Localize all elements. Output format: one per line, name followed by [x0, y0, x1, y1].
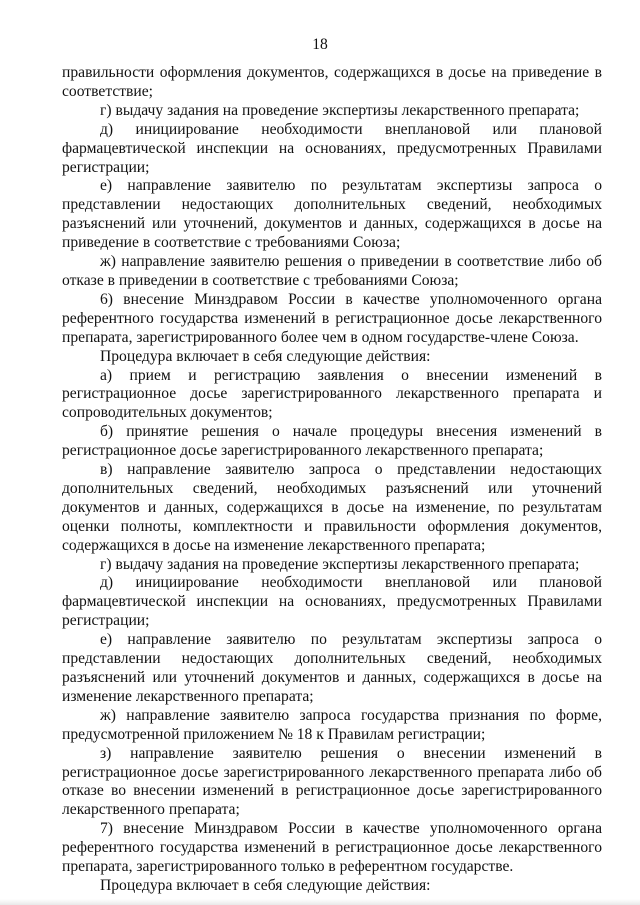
paragraph: Процедура включает в себя следующие действия: — [100, 347, 431, 365]
paragraph: д) инициирование необходимости внеплановой или плановой фармацевтической инспекции на основаниях, предусмотренных Правилами регистрации; — [62, 574, 602, 630]
scan-bottom-edge — [0, 899, 640, 905]
paragraph: а) прием и регистрацию заявления о внесении изменений в регистрационное досье зарегистрированного лекарственного препарата и сопроводительных документов; — [62, 366, 602, 422]
paragraph: ж) направление заявителю запроса государства признания по форме, предусмотренной приложением № 18 к Правилам регистрации; — [62, 706, 602, 743]
paragraph: ж) направление заявителю решения о приведении в соответствие либо об отказе в приведении в соответствие с требованиями Союза; — [62, 253, 602, 289]
document-body — [62, 64, 602, 896]
paragraph: з) направление заявителю решения о внесении изменений в регистрационное досье зарегистрированного лекарственного препарата либо об отказе во внесении изменений в регистрационное досье зарегистрированного лекарственного препарата; — [62, 744, 602, 819]
paragraph: в) направление заявителю запроса о представлении недостающих дополнительных сведений, необходимых разъяснений или уточнений документов и данных, содержащихся в досье на изменение, по результатам оценки полноты, комплектности и правильности оформления документов, содержащихся в досье на изменение лекарственного препарата; — [62, 461, 602, 554]
paragraph: е) направление заявителю по результатам экспертизы запроса о представлении недостающих дополнительных сведений, необходимых разъяснений или уточнений документов и данных, содержащихся в досье на изменение лекарственного препарата; — [62, 631, 602, 705]
paragraph: д) инициирование необходимости внеплановой или плановой фармацевтической инспекции на основаниях, предусмотренных Правилами регистрации; — [62, 120, 602, 176]
page-number: 18 — [312, 36, 328, 53]
paragraph: 6) внесение Минздравом России в качестве уполномоченного органа референтного государства изменений в регистрационное досье лекарственного препарата, зарегистрированного более чем в одном государстве-члене Союза. — [62, 290, 602, 346]
paragraph: г) выдачу задания на проведение экспертизы лекарственного препарата; — [100, 101, 580, 119]
paragraph: 7) внесение Минздравом России в качестве уполномоченного органа референтного государства изменений в регистрационное досье лекарственного препарата, зарегистрированного только в референтном государстве. — [62, 820, 602, 876]
paragraph: Процедура включает в себя следующие действия: — [100, 876, 431, 894]
paragraph: б) принятие решения о начале процедуры внесения изменений в регистрационное досье зарегистрированного лекарственного препарата; — [62, 423, 602, 460]
paragraph: правильности оформления документов, содержащихся в досье на приведение в соответствие; — [62, 64, 602, 100]
paragraph: г) выдачу задания на проведение экспертизы лекарственного препарата; — [100, 555, 580, 573]
paragraph: е) направление заявителю по результатам экспертизы запроса о представлении недостающих дополнительных сведений, необходимых разъяснений или уточнений, документов и данных, содержащихся в досье на приведение в соответствие с требованиями Союза; — [62, 177, 602, 252]
